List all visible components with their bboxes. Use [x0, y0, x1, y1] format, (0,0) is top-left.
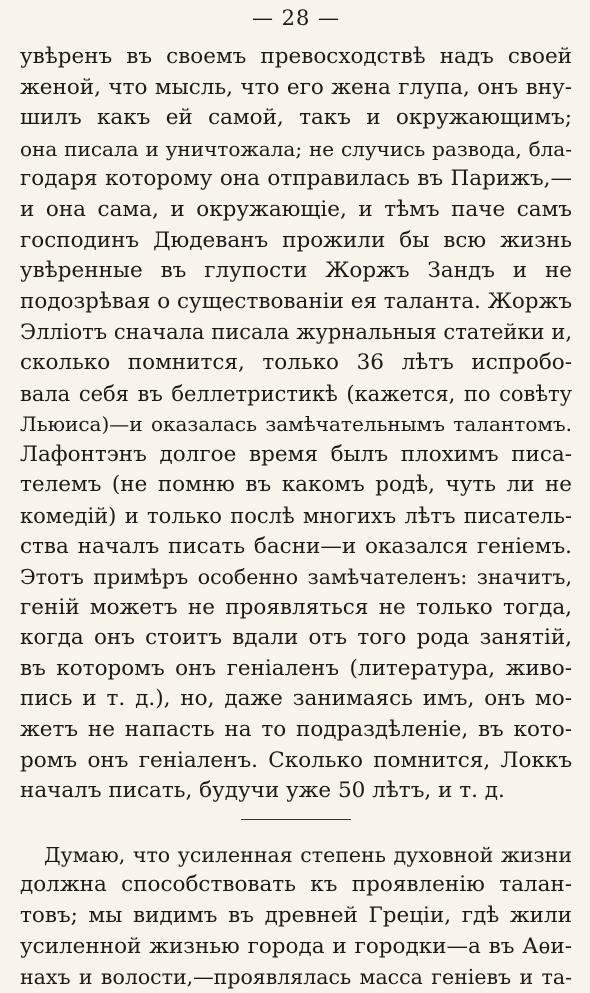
text-line: женой, что мысль, что его жена глупа, онъ вну- [20, 74, 572, 100]
text-line: геній можетъ не проявляться не только тогда, [20, 594, 572, 620]
paragraph-1 [20, 42, 572, 807]
text-line: въ которомъ онъ геніаленъ (литература, живо- [20, 655, 572, 681]
text-line: Думаю, что усиленная степень духовной жизни [44, 842, 572, 867]
text-line: телемъ (не помню въ какомъ родѣ, чуть ли не [20, 472, 572, 498]
text-line: увѣренъ въ своемъ превосходствѣ надъ своей [20, 44, 572, 69]
text-line: Лафонтэнъ долгое время былъ плохимъ писа- [20, 441, 572, 467]
text-line: и она сама, и окружающіе, и тѣмъ паче самъ [20, 196, 572, 222]
section-divider [241, 819, 351, 820]
paragraph-2 [20, 840, 572, 993]
text-line: когда онъ стоитъ вдали отъ того рода занятій, [20, 625, 572, 651]
text-line: шилъ какъ ей самой, такъ и окружающимъ; [20, 105, 572, 131]
text-line: комедій) и только послѣ многихъ лѣтъ писатель- [20, 503, 572, 528]
text-line: подозрѣвая о существованіи ея таланта. Жоржъ [20, 288, 573, 314]
text-line: ромъ онъ геніаленъ. Сколько помнится, Локкъ [20, 747, 572, 773]
text-line: жетъ не напасть на то подраздѣленіе, въ кото- [20, 717, 572, 743]
text-line: пись и т. д.), но, даже занимаясь имъ, онъ мо- [20, 686, 572, 712]
page-number: — 28 — [251, 6, 341, 30]
text-line: усиленной жизнью города и городки—а въ Аѳи- [20, 933, 572, 959]
text-line: должна способствовать къ проявленію талан- [20, 872, 572, 898]
text-line: вала себя въ беллетристикѣ (кажется, по совѣту [20, 381, 572, 406]
text-line: Льюиса)—и оказалась замѣчательнымъ талантомъ. [20, 412, 572, 437]
text-line: нахъ и волости,—проявлялась масса геніевъ и та- [20, 965, 572, 990]
text-line: ства началъ писать басни—и оказался геніемъ. [20, 533, 572, 559]
text-line: Этотъ примѣръ особенно замѣчателенъ: значитъ, [20, 565, 572, 590]
text-line: сколько помнится, только 36 лѣтъ испробо- [20, 349, 572, 375]
text-line: началъ писать, будучи уже 50 лѣтъ, и т. д. [20, 778, 505, 804]
text-line: она писала и уничтожала; не случись развода, бла- [20, 136, 572, 161]
text-line: годаря которому она отправилась въ Парижъ,— [20, 166, 572, 192]
text-line: господинъ Дюдеванъ прожили бы всю жизнь [20, 227, 572, 253]
text-line: Эллiотъ сначала писала журнальныя статейки и, [20, 320, 572, 345]
text-line: товъ; мы видимъ въ древней Греціи, гдѣ жили [20, 903, 572, 929]
text-line: увѣренные въ глупости Жоржъ Зандъ и не [20, 258, 572, 284]
